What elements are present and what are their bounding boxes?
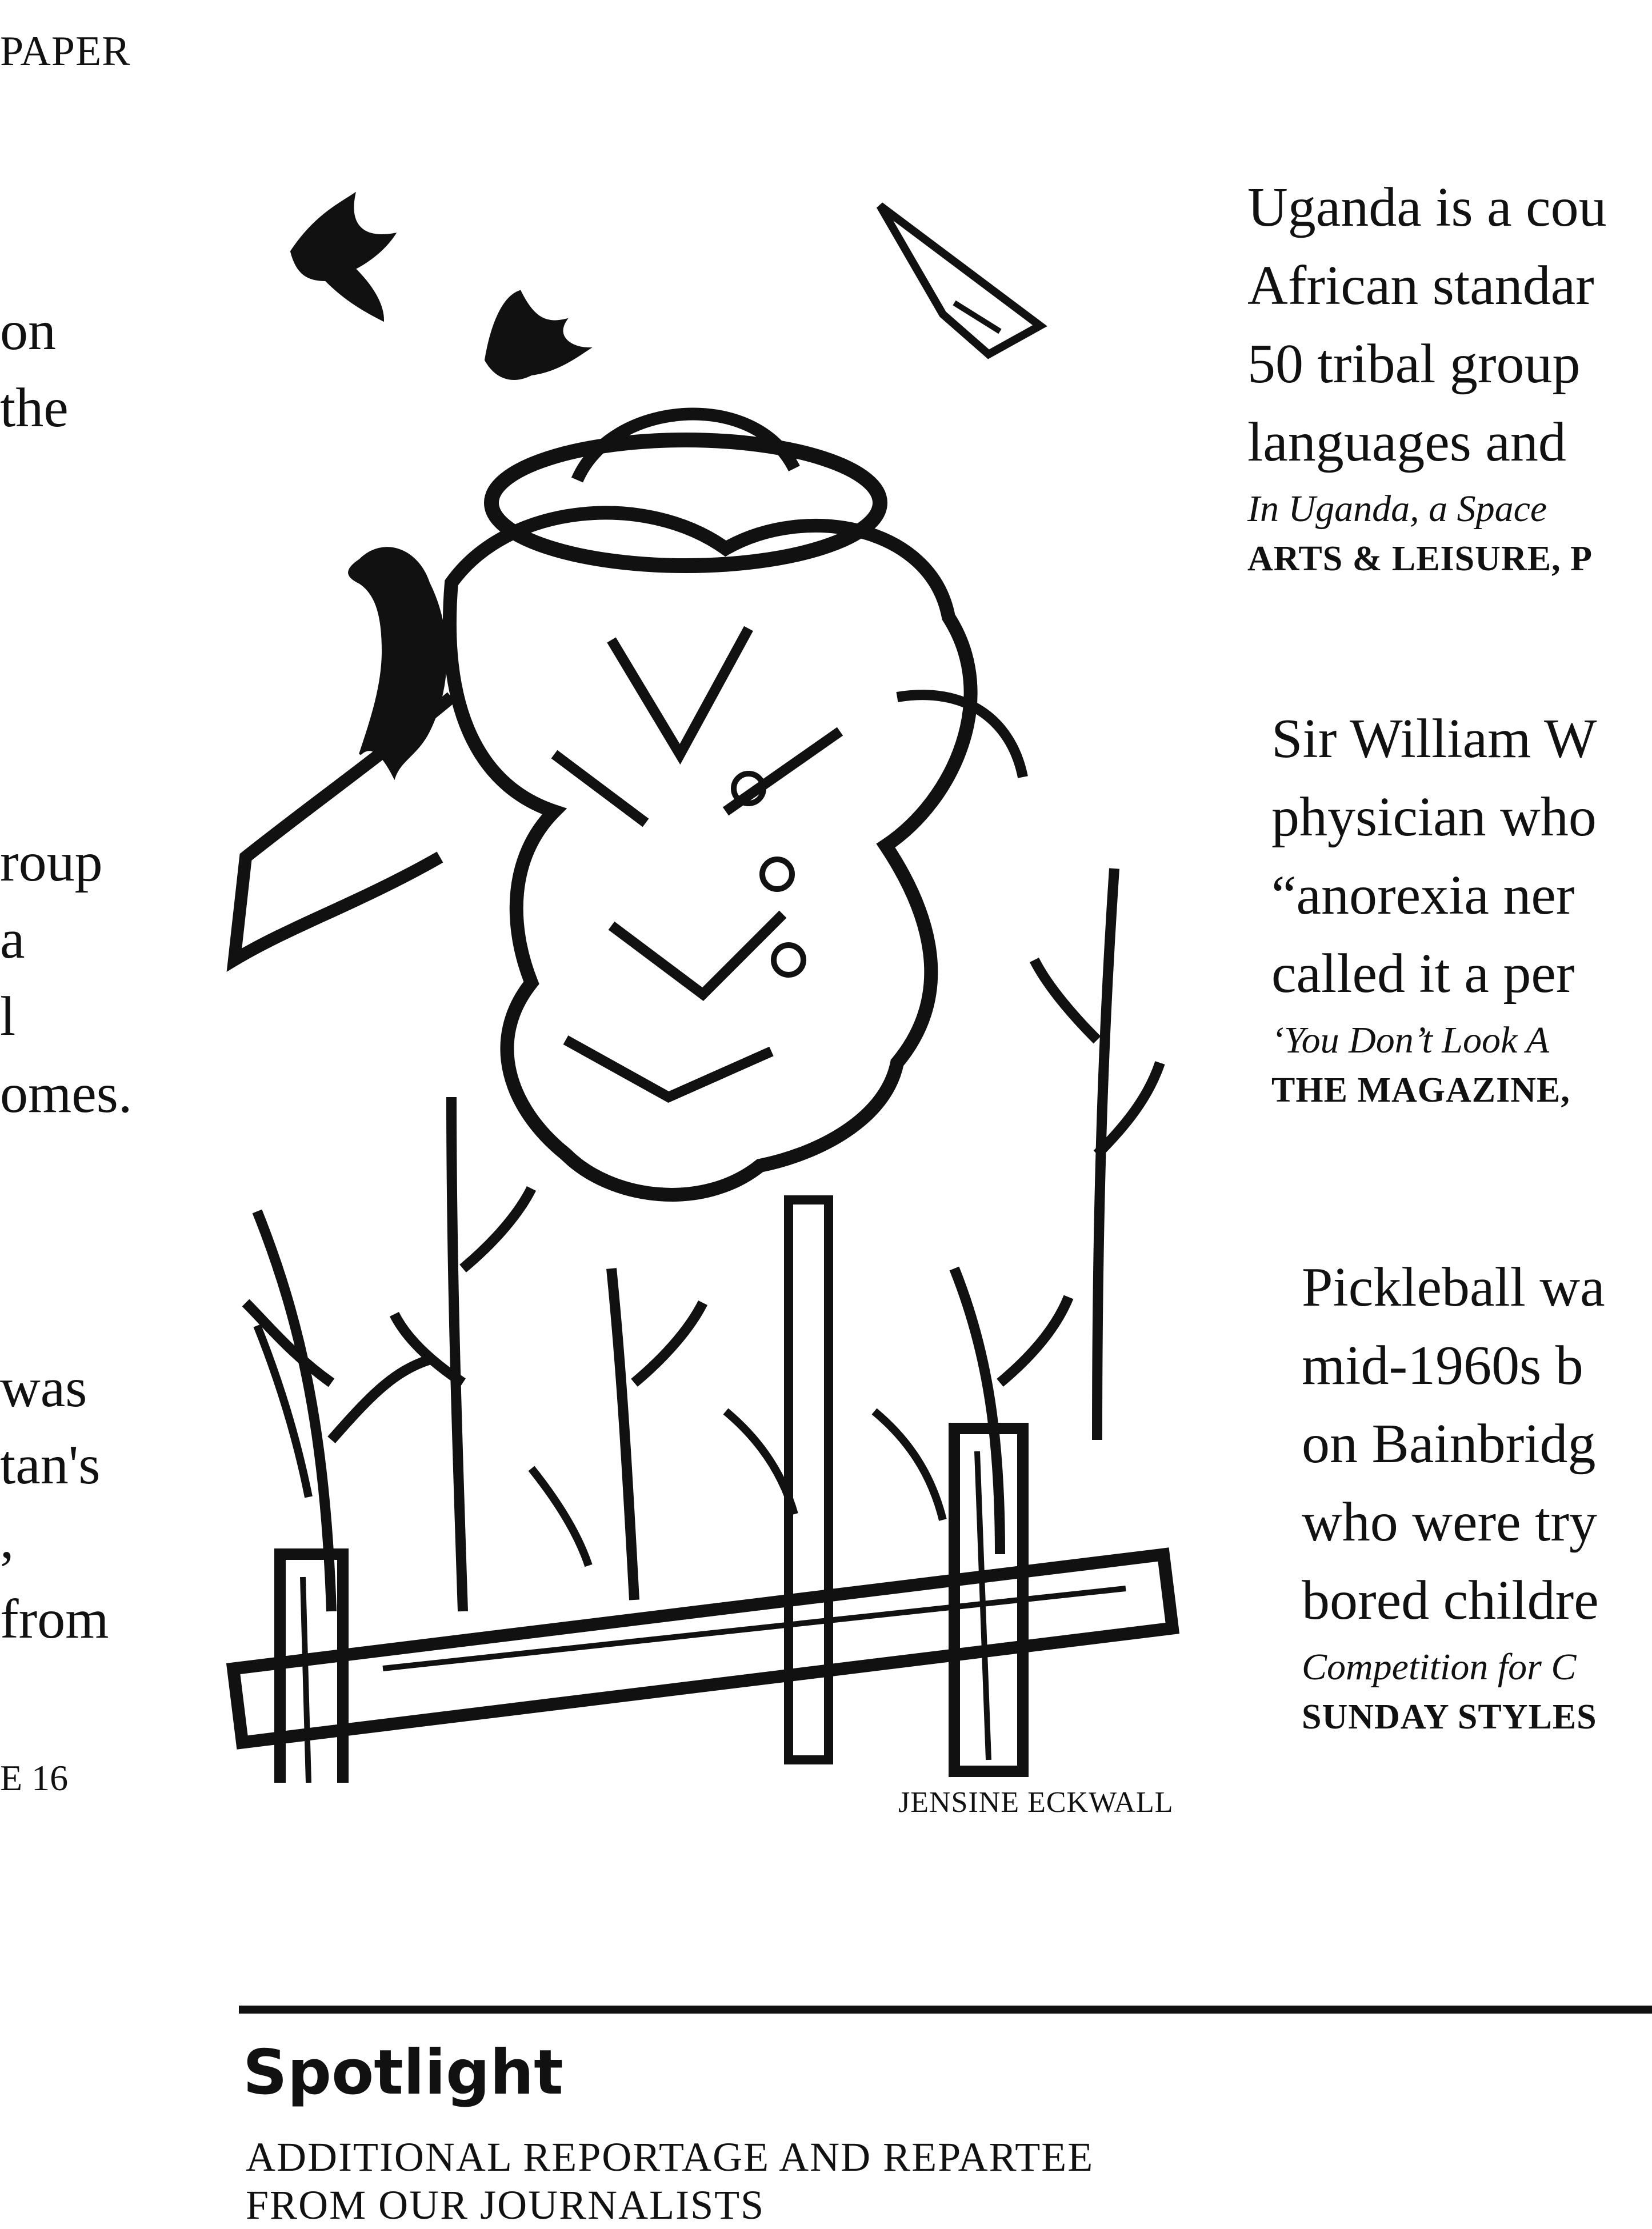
summary-line: called it a per bbox=[1271, 943, 1575, 1005]
summary-line: on Bainbridg bbox=[1302, 1413, 1596, 1475]
scarecrow-illustration bbox=[211, 183, 1206, 1783]
summary-headline[interactable]: ‘You Don’t Look A bbox=[1271, 1019, 1549, 1061]
summary-section: THE MAGAZINE, bbox=[1271, 1071, 1570, 1110]
spotlight-subtitle-continued: FROM OUR JOURNALISTS bbox=[246, 2182, 765, 2228]
left-column-fragment: roup bbox=[0, 831, 103, 893]
section-rule bbox=[239, 2006, 1652, 2014]
scarecrow-body bbox=[450, 513, 971, 1195]
summary-uganda[interactable] bbox=[1247, 169, 1607, 579]
summary-line: 50 tribal group bbox=[1247, 333, 1581, 395]
hat bbox=[491, 440, 880, 566]
summary-line: African standar bbox=[1247, 255, 1594, 317]
spotlight-subtitle: ADDITIONAL REPORTAGE AND REPARTEE bbox=[246, 2134, 1094, 2180]
fence-rail bbox=[233, 1555, 1173, 1743]
summary-anorexia[interactable] bbox=[1271, 700, 1597, 1111]
summary-headline[interactable]: In Uganda, a Space bbox=[1247, 488, 1547, 530]
flying-bird-icon bbox=[486, 291, 589, 379]
flying-paper-icon bbox=[880, 206, 1040, 354]
summary-line: “anorexia ner bbox=[1271, 865, 1575, 926]
spotlight-title: Spotlight bbox=[243, 2037, 563, 2108]
summary-line: who were try bbox=[1302, 1491, 1598, 1553]
flying-bird-icon bbox=[291, 194, 394, 320]
left-column-fragment: from bbox=[0, 1588, 109, 1650]
summary-line: physician who bbox=[1271, 786, 1597, 848]
left-column-fragment: l bbox=[0, 986, 16, 1047]
left-column-fragment: was bbox=[0, 1357, 87, 1419]
left-column-fragment: a bbox=[0, 909, 25, 970]
summary-line: mid-1960s b bbox=[1302, 1335, 1583, 1396]
summary-line: Sir William W bbox=[1271, 708, 1597, 770]
summary-pickleball[interactable] bbox=[1302, 1248, 1605, 1738]
left-column-fragment: , bbox=[0, 1508, 14, 1570]
summary-line: Uganda is a cou bbox=[1247, 177, 1607, 238]
left-column-fragment: tan's bbox=[0, 1434, 101, 1496]
summary-section: ARTS & LEISURE, P bbox=[1247, 539, 1593, 578]
left-column-fragment: omes. bbox=[0, 1063, 133, 1124]
illustration-credit: JENSINE ECKWALL bbox=[898, 1786, 1174, 1819]
masthead-fragment: PAPER bbox=[0, 28, 131, 75]
summary-headline[interactable]: Competition for C bbox=[1302, 1646, 1577, 1688]
page-reference: E 16 bbox=[0, 1758, 69, 1798]
summary-line: bored childre bbox=[1302, 1570, 1599, 1631]
summary-section: SUNDAY STYLES bbox=[1302, 1698, 1597, 1736]
left-column-fragment: on bbox=[0, 300, 56, 362]
summary-line: languages and bbox=[1247, 411, 1566, 473]
summary-line: Pickleball wa bbox=[1302, 1256, 1605, 1318]
left-column-fragment: the bbox=[0, 377, 69, 439]
